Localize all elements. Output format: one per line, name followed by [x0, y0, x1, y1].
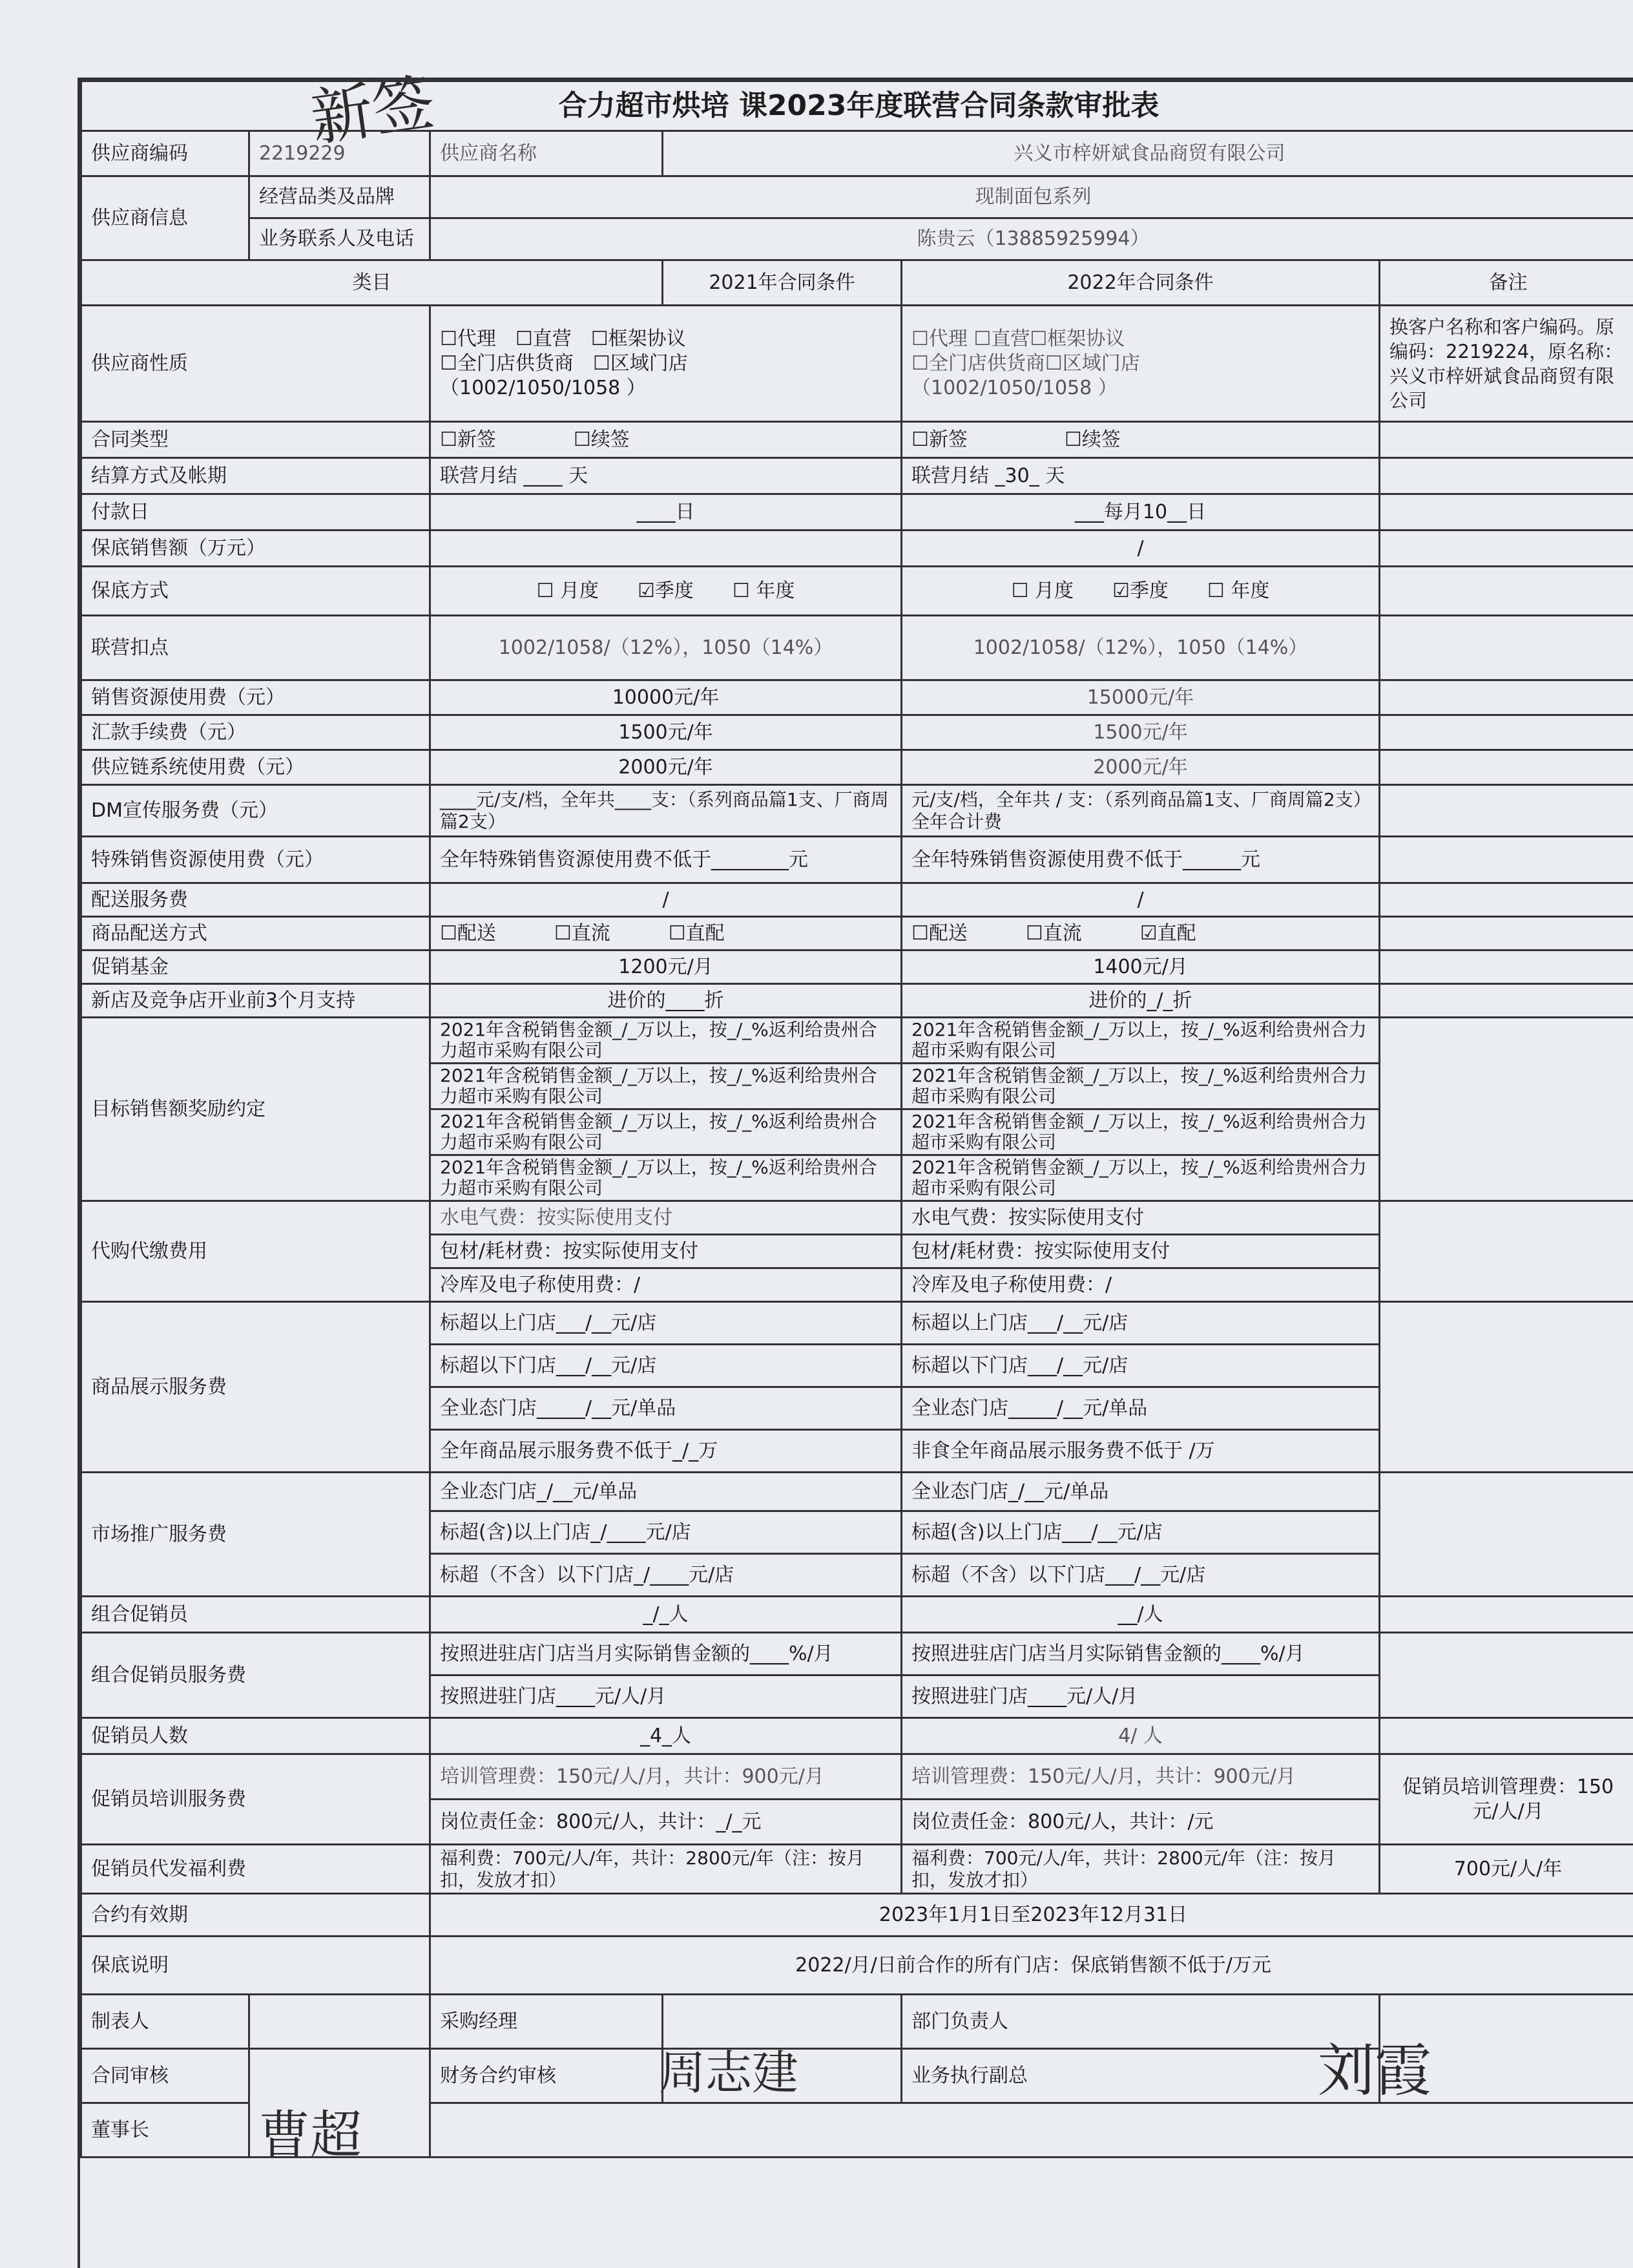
promoter-2021: _/_人: [430, 1597, 902, 1633]
manager-signature: 周志建: [659, 2035, 798, 2103]
finance-label: 财务合约审核: [430, 2049, 663, 2103]
supplier-code-label: 供应商编码: [81, 131, 249, 176]
display-2022-2: 标超以下门店___/__元/店: [902, 1345, 1380, 1387]
target-2022-3: 2021年含税销售金额_/_万以上，按_/_%返利给贵州合力超市采购有限公司: [902, 1109, 1380, 1155]
market-2022-2: 标超(含)以上门店___/__元/店: [902, 1511, 1380, 1554]
display-2022-3: 全业态门店_____/__元/单品: [902, 1387, 1380, 1430]
display-2021-2: 标超以下门店___/__元/店: [430, 1345, 902, 1387]
deduction-2022: 1002/1058/（12%），1050（14%）: [902, 616, 1380, 680]
nature-2022-line3: （1002/1050/1058 ）: [911, 376, 1369, 401]
special-2021: 全年特殊销售资源使用费不低于________元: [430, 837, 902, 883]
nature-2022: [902, 306, 1380, 422]
guarantee-desc-label: 保底说明: [81, 1937, 430, 1995]
target-2022-1: 2021年含税销售金额_/_万以上，按_/_%返利给贵州合力超市采购有限公司: [902, 1018, 1380, 1064]
sales-resource-label: 销售资源使用费（元）: [81, 680, 430, 715]
vp-label: 业务执行副总: [902, 2049, 1380, 2103]
agency-2021-2: 包材/耗材费：按实际使用支付: [430, 1235, 902, 1268]
market-2022-1: 全业态门店_/__元/单品: [902, 1473, 1380, 1511]
buyer-label: 采购经理: [430, 1995, 663, 2049]
market-2021-3: 标超（不含）以下门店_/____元/店: [430, 1554, 902, 1597]
dm-label: DM宣传服务费（元）: [81, 785, 430, 837]
validity-value: 2023年1月1日至2023年12月31日: [430, 1894, 1633, 1937]
remit-fee-2022: 1500元/年: [902, 715, 1380, 750]
category-value: 现制面包系列: [430, 176, 1633, 218]
promo-fund-2021: 1200元/月: [430, 950, 902, 984]
promo-fund-label: 促销基金: [81, 950, 430, 984]
payday-2021: ____日: [430, 494, 902, 530]
maker-sign: [249, 1995, 430, 2049]
promoter-fee-2021-1: 按照进驻店门店当月实际销售金额的____%/月: [430, 1633, 902, 1675]
nature-label: 供应商性质: [81, 306, 430, 422]
training-note: 促销员培训管理费：150元/人/月: [1380, 1754, 1633, 1845]
promoter-fee-2021-2: 按照进驻门店____元/人/月: [430, 1675, 902, 1718]
supplier-code: 2219229: [249, 131, 430, 176]
training-2021-2: 岗位责任金：800元/人，共计：_/_元: [430, 1800, 902, 1845]
display-2021-3: 全业态门店_____/__元/单品: [430, 1387, 902, 1430]
contract-type-2022: ☐新签 ☐续签: [902, 422, 1380, 458]
header-2022: 2022年合同条件: [902, 260, 1380, 306]
dm-2021: ____元/支/档，全年共____支：（系列商品篇1支、厂商周篇2支）: [430, 785, 902, 837]
training-2021-1: 培训管理费：150元/人/月，共计：900元/月: [430, 1754, 902, 1800]
settlement-2021: 联营月结 ____ 天: [430, 458, 902, 494]
target-label: 目标销售额奖励约定: [81, 1018, 430, 1201]
delivery-mode-2021: ☐配送 ☐直流 ☐直配: [430, 917, 902, 950]
chairman-sign: [430, 2103, 1633, 2158]
dept-label: 部门负责人: [902, 1995, 1380, 2049]
special-2022: 全年特殊销售资源使用费不低于______元: [902, 837, 1380, 883]
finance-sign: [663, 2049, 902, 2103]
settlement-2022: 联营月结 _30_ 天: [902, 458, 1380, 494]
buyer-sign: [663, 1995, 902, 2049]
new-store-2022: 进价的_/_折: [902, 984, 1380, 1018]
training-2022-2: 岗位责任金：800元/人，共计：/元: [902, 1800, 1380, 1845]
deduction-2021: 1002/1058/（12%），1050（14%）: [430, 616, 902, 680]
agency-2022-3: 冷库及电子称使用费：/: [902, 1268, 1380, 1302]
display-label: 商品展示服务费: [81, 1302, 430, 1473]
maker-label: 制表人: [81, 1995, 249, 2049]
contract-review-label: 合同审核: [81, 2049, 249, 2103]
header-note: 备注: [1380, 260, 1633, 306]
delivery-fee-2022: /: [902, 883, 1380, 917]
supply-chain-label: 供应链系统使用费（元）: [81, 750, 430, 785]
agency-2022-2: 包材/耗材费：按实际使用支付: [902, 1235, 1380, 1268]
display-2022-4: 非食全年商品展示服务费不低于 /万: [902, 1430, 1380, 1473]
contact-value: 陈贵云（13885925994）: [430, 218, 1633, 260]
delivery-mode-2022: ☐配送 ☐直流 ☑直配: [902, 917, 1380, 950]
contact-label: 业务联系人及电话: [249, 218, 430, 260]
dm-2022: 元/支/档，全年共 / 支：（系列商品篇1支、厂商周篇2支）全年合计费: [902, 785, 1380, 837]
target-2021-3: 2021年含税销售金额_/_万以上，按_/_%返利给贵州合力超市采购有限公司: [430, 1109, 902, 1155]
category-label: 经营品类及品牌: [249, 176, 430, 218]
promoter-count-label: 促销员人数: [81, 1718, 430, 1754]
supply-chain-2022: 2000元/年: [902, 750, 1380, 785]
contract-signature: 曹超: [258, 2094, 362, 2168]
form-title: 合力超市烘培 课2023年度联营合同条款审批表: [81, 81, 1633, 131]
welfare-2022: 福利费：700元/人/年，共计：2800元/年（注：按月扣，发放才扣）: [902, 1845, 1380, 1894]
nature-2021-line3: （1002/1050/1058 ）: [440, 376, 891, 401]
welfare-label: 促销员代发福利费: [81, 1845, 430, 1894]
sales-resource-2022: 15000元/年: [902, 680, 1380, 715]
special-label: 特殊销售资源使用费（元）: [81, 837, 430, 883]
settlement-label: 结算方式及帐期: [81, 458, 430, 494]
remit-fee-label: 汇款手续费（元）: [81, 715, 430, 750]
delivery-fee-2021: /: [430, 883, 902, 917]
delivery-mode-label: 商品配送方式: [81, 917, 430, 950]
new-store-label: 新店及竞争店开业前3个月支持: [81, 984, 430, 1018]
promoter-count-2021: _4_人: [430, 1718, 902, 1754]
target-2021-2: 2021年含税销售金额_/_万以上，按_/_%返利给贵州合力超市采购有限公司: [430, 1064, 902, 1109]
nature-2021: [430, 306, 902, 422]
approval-table: [80, 80, 1633, 2158]
welfare-2021: 福利费：700元/人/年，共计：2800元/年（注：按月扣，发放才扣）: [430, 1845, 902, 1894]
display-2021-1: 标超以上门店___/__元/店: [430, 1302, 902, 1345]
agency-label: 代购代缴费用: [81, 1201, 430, 1302]
training-2022-1: 培训管理费：150元/人/月，共计：900元/月: [902, 1754, 1380, 1800]
promoter-fee-2022-2: 按照进驻门店____元/人/月: [902, 1675, 1380, 1718]
nature-2022-line2: ☐全门店供货商☐区域门店: [911, 352, 1369, 376]
market-2022-3: 标超（不含）以下门店___/__元/店: [902, 1554, 1380, 1597]
promoter-count-2022: 4/ 人: [902, 1718, 1380, 1754]
nature-note: 换客户名称和客户编码。原编码：2219224，原名称：兴义市梓妍斌食品商贸有限公司: [1380, 306, 1633, 422]
delivery-fee-label: 配送服务费: [81, 883, 430, 917]
deduction-label: 联营扣点: [81, 616, 430, 680]
chairman-label: 董事长: [81, 2103, 249, 2158]
market-label: 市场推广服务费: [81, 1473, 430, 1597]
promoter-2022: __/人: [902, 1597, 1380, 1633]
remit-fee-2021: 1500元/年: [430, 715, 902, 750]
agency-2022-1: 水电气费：按实际使用支付: [902, 1201, 1380, 1235]
display-2022-1: 标超以上门店___/__元/店: [902, 1302, 1380, 1345]
supplier-name: 兴义市梓妍斌食品商贸有限公司: [663, 131, 1633, 176]
header-2021: 2021年合同条件: [663, 260, 902, 306]
nature-2021-line1: ☐代理 ☐直营 ☐框架协议: [440, 327, 891, 352]
guarantee-sales-label: 保底销售额（万元）: [81, 530, 430, 567]
target-2021-4: 2021年含税销售金额_/_万以上，按_/_%返利给贵州合力超市采购有限公司: [430, 1155, 902, 1201]
display-2021-4: 全年商品展示服务费不低于_/_万: [430, 1430, 902, 1473]
guarantee-mode-label: 保底方式: [81, 567, 430, 616]
guarantee-desc-value: 2022/月/日前合作的所有门店：保底销售额不低于/万元: [430, 1937, 1633, 1995]
target-2021-1: 2021年含税销售金额_/_万以上，按_/_%返利给贵州合力超市采购有限公司: [430, 1018, 902, 1064]
supply-chain-2021: 2000元/年: [430, 750, 902, 785]
market-2021-1: 全业态门店_/__元/单品: [430, 1473, 902, 1511]
supplier-info-label: 供应商信息: [81, 176, 249, 260]
dept-sign: [1380, 1995, 1633, 2103]
training-label: 促销员培训服务费: [81, 1754, 430, 1845]
promo-fund-2022: 1400元/月: [902, 950, 1380, 984]
agency-2021-3: 冷库及电子称使用费：/: [430, 1268, 902, 1302]
guarantee-mode-2021: ☐ 月度 ☑季度 ☐ 年度: [430, 567, 902, 616]
target-2022-2: 2021年含税销售金额_/_万以上，按_/_%返利给贵州合力超市采购有限公司: [902, 1064, 1380, 1109]
target-2022-4: 2021年含税销售金额_/_万以上，按_/_%返利给贵州合力超市采购有限公司: [902, 1155, 1380, 1201]
promoter-fee-2022-1: 按照进驻店门店当月实际销售金额的____%/月: [902, 1633, 1380, 1675]
promoter-label: 组合促销员: [81, 1597, 430, 1633]
nature-2021-line2: ☐全门店供货商 ☐区域门店: [440, 352, 891, 376]
validity-label: 合约有效期: [81, 1894, 430, 1937]
guarantee-sales-2022: /: [902, 530, 1380, 567]
agency-2021-1: 水电气费：按实际使用支付: [430, 1201, 902, 1235]
guarantee-mode-2022: ☐ 月度 ☑季度 ☐ 年度: [902, 567, 1380, 616]
payday-label: 付款日: [81, 494, 430, 530]
payday-2022: ___每月10__日: [902, 494, 1380, 530]
handwritten-note: 新签: [304, 53, 439, 158]
supplier-name-label: 供应商名称: [430, 131, 663, 176]
promoter-fee-label: 组合促销员服务费: [81, 1633, 430, 1718]
dept-signature: 刘霞: [1318, 2026, 1431, 2107]
contract-type-2021: ☐新签 ☐续签: [430, 422, 902, 458]
header-item: 类目: [81, 260, 663, 306]
new-store-2021: 进价的____折: [430, 984, 902, 1018]
contract-type-label: 合同类型: [81, 422, 430, 458]
approval-form: [78, 78, 1633, 2268]
sales-resource-2021: 10000元/年: [430, 680, 902, 715]
contract-review-sign: [249, 2049, 430, 2158]
market-2021-2: 标超(含)以上门店_/____元/店: [430, 1511, 902, 1554]
nature-2022-line1: ☐代理 ☐直营☐框架协议: [911, 327, 1369, 352]
welfare-note: 700元/人/年: [1380, 1845, 1633, 1894]
